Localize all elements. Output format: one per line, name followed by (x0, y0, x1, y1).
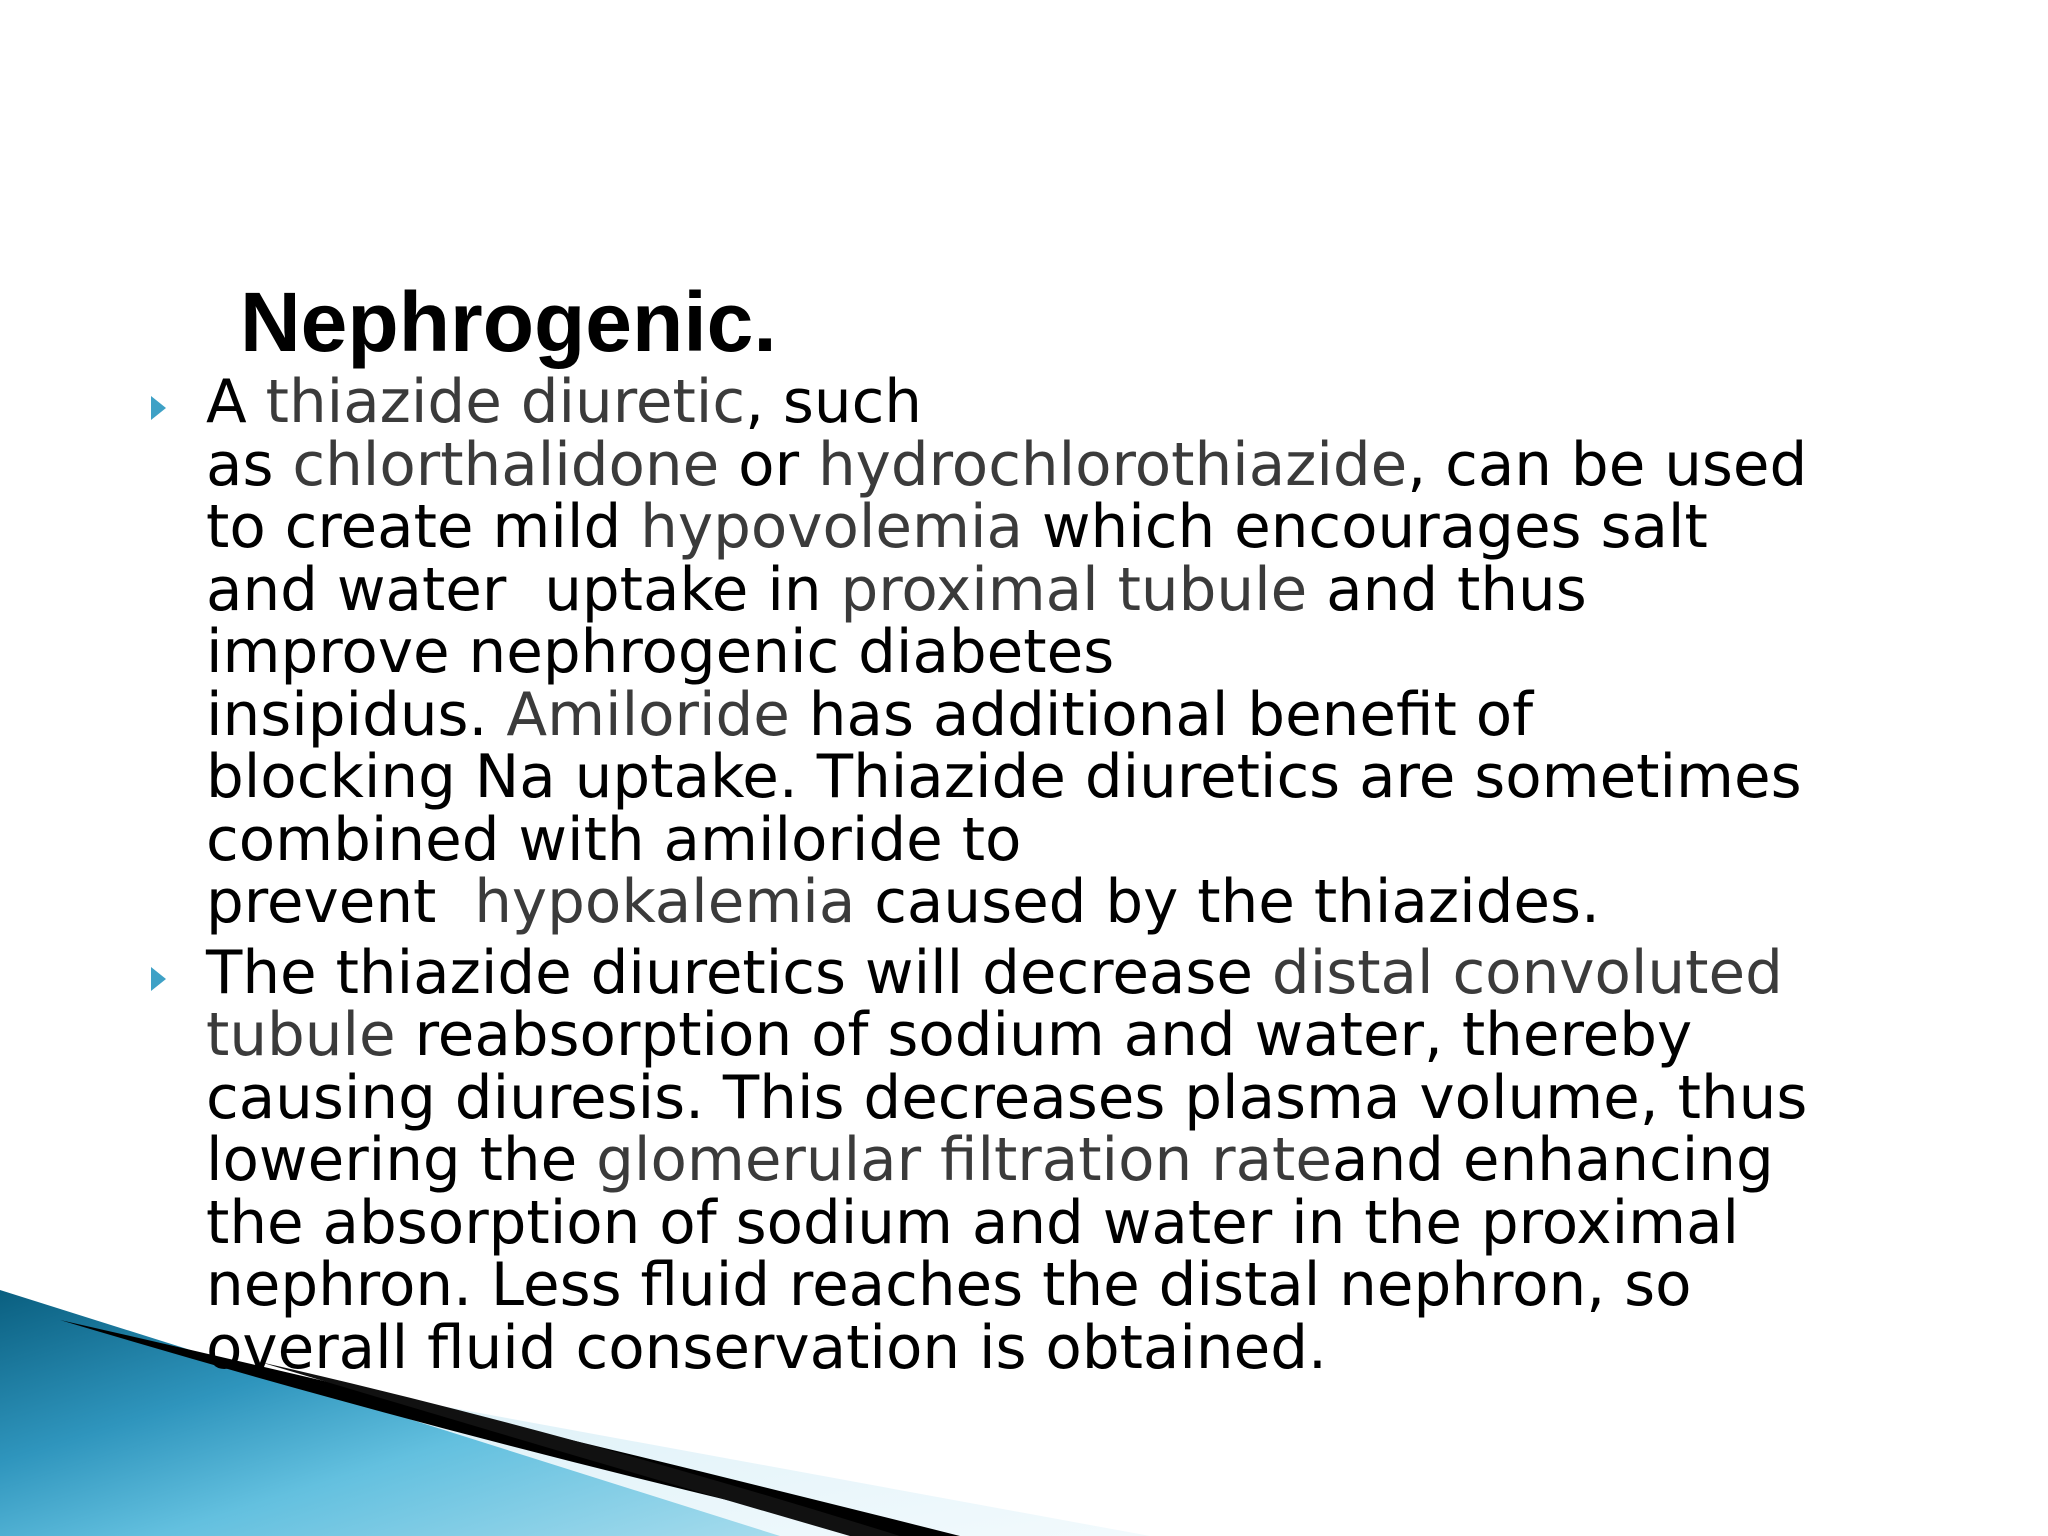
term-link-text: glomerular filtration rate (596, 1126, 1332, 1195)
text-line (206, 493, 1966, 562)
text-line (206, 938, 1966, 1008)
body-text: overall fluid conservation is obtained. (206, 1313, 1327, 1383)
term-link-text: proximal tubule (840, 555, 1308, 625)
text-line (206, 680, 1966, 750)
body-text: caused by the thiazides. (855, 868, 1600, 937)
term-link-text: tubule (206, 1001, 396, 1070)
body-text: or (719, 430, 818, 500)
bullet-list (0, 368, 2048, 1383)
bullet-triangle-icon (151, 396, 166, 420)
body-text: combined with amiloride to (206, 805, 1022, 875)
body-text: , such (745, 368, 923, 437)
body-text: which encourages salt (1022, 493, 1708, 562)
term-link-text: Amiloride (506, 680, 790, 750)
term-link-text: hypovolemia (640, 493, 1023, 562)
body-text: The thiazide diuretics will decrease (206, 938, 1272, 1008)
body-text: and water uptake in (206, 555, 841, 625)
text-line (206, 1188, 1966, 1258)
term-link-text: chlorthalidone (292, 430, 720, 500)
text-line (206, 618, 1966, 687)
body-text: , can be used (1407, 430, 1808, 500)
text-line (206, 430, 1966, 500)
bullet-triangle-icon (151, 967, 166, 991)
body-text: to create mild (206, 493, 641, 562)
text-line (206, 868, 1966, 937)
bullet-item (0, 368, 1966, 937)
body-text: and thus (1307, 555, 1587, 625)
term-link-text: hydrochlorothiazide (817, 430, 1408, 500)
body-text: improve nephrogenic diabetes (206, 618, 1115, 687)
body-text: A (206, 368, 266, 437)
bullet-item (0, 938, 1966, 1383)
body-text: prevent (206, 868, 475, 937)
body-text: nephron. Less fluid reaches the distal nephron, so (206, 1251, 1692, 1320)
body-text: causing diuresis. This decreases plasma volume, thus (206, 1063, 1808, 1133)
slide-title: Nephrogenic. (240, 275, 777, 369)
body-text: as (206, 430, 293, 500)
body-text: reabsorption of sodium and water, thereby (395, 1001, 1693, 1070)
text-line (206, 555, 1966, 625)
body-text: insipidus. (206, 680, 507, 750)
body-text: has additional benefit of (789, 680, 1534, 750)
term-link-text: hypokalemia (474, 868, 856, 937)
body-text: the absorption of sodium and water in the proximal (206, 1188, 1740, 1258)
text-line (206, 1063, 1966, 1133)
term-link-text: thiazide diuretic (265, 368, 746, 437)
body-text: blocking Na uptake. Thiazide diuretics are sometimes (206, 743, 1802, 812)
body-text: and enhancing (1331, 1126, 1774, 1195)
text-line (206, 743, 1966, 812)
text-line (206, 1251, 1966, 1320)
text-line (206, 1126, 1966, 1195)
text-line (206, 805, 1966, 875)
term-link-text: distal convoluted (1271, 938, 1783, 1008)
body-text: lowering the (206, 1126, 597, 1195)
text-line (206, 368, 1966, 437)
text-line (206, 1313, 1966, 1383)
text-line (206, 1001, 1966, 1070)
